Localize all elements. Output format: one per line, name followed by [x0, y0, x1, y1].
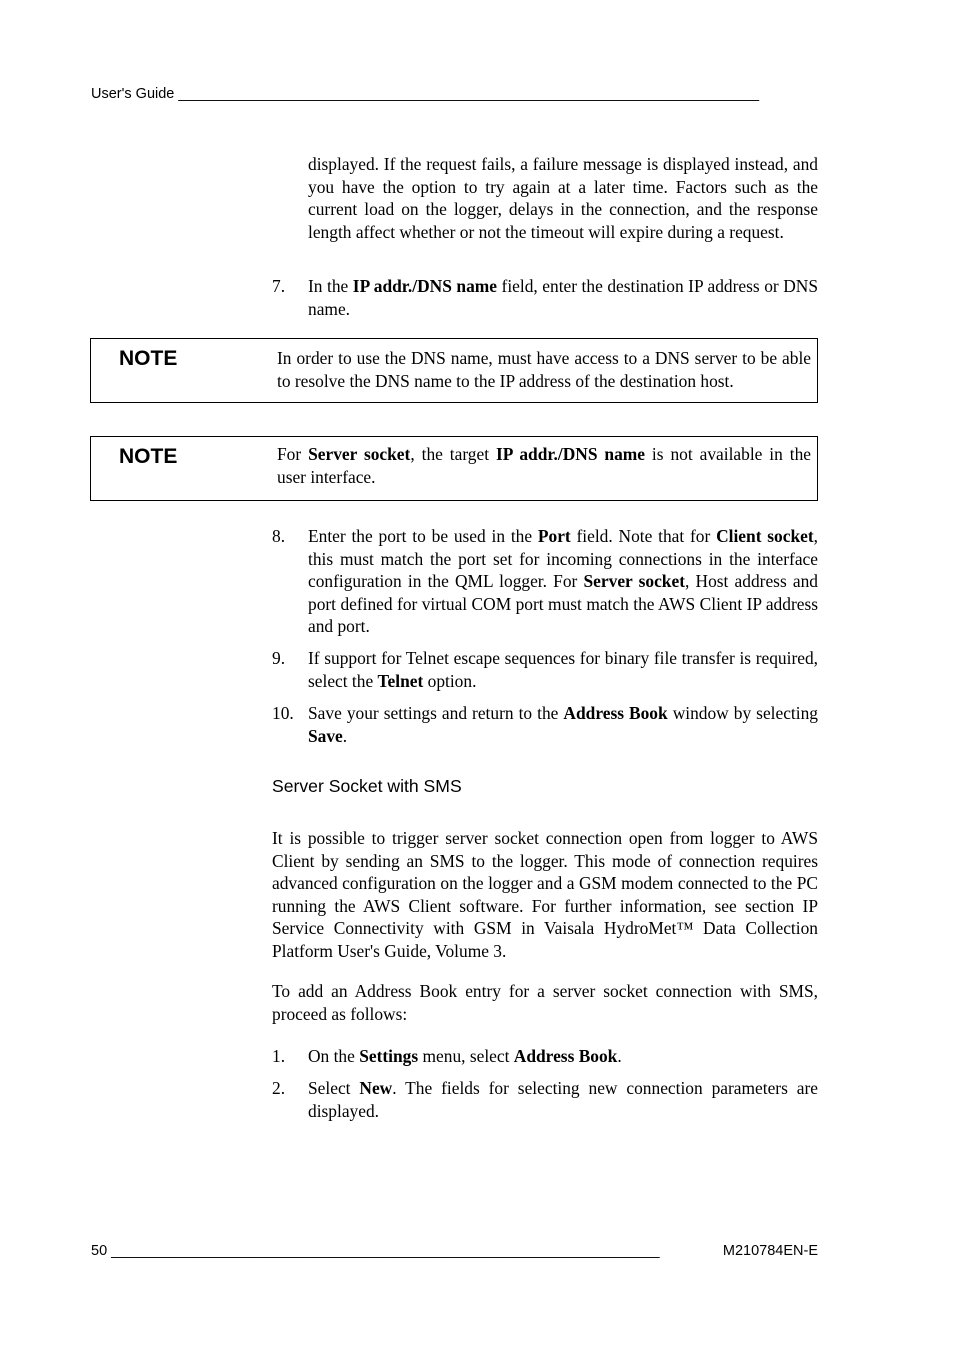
page-number: 50 — [91, 1243, 108, 1259]
header-title: User's Guide — [91, 86, 175, 102]
header-rule: ________________________________________________________________________ — [178, 86, 760, 102]
note-box-server-socket — [90, 436, 818, 501]
footer-rule: ____________________________________________________________________ — [111, 1243, 660, 1259]
section-heading: Server Socket with SMS — [272, 776, 462, 796]
step-number: 9. — [272, 648, 286, 668]
step-number: 1. — [272, 1046, 286, 1066]
step-number: 2. — [272, 1078, 286, 1098]
step-text: Enter the port to be used in the Port field. Note that for Client socket, this must match the port set for incoming connections in the interface configuration in the QML logger. For Server socket, Host address and port defined for virtual COM port must match the AWS Client IP address and port. — [308, 526, 819, 637]
footer-left — [91, 1243, 711, 1259]
note-box-dns — [90, 338, 818, 403]
document-code: M210784EN-E — [722, 1243, 818, 1259]
sms-intro-paragraph: It is possible to trigger server socket connection open from logger to AWS Client by sending an SMS to the logger. This mode of connection requires advanced configuration on the logger and a GSM modem connected to the PC running the AWS Client software. For further information, see section IP Service Connectivity with GSM in Vaisala HydroMet™ Data Collection Platform User's Guide, Volume 3. — [272, 828, 818, 961]
step-text: Save your settings and return to the Address Book window by selecting Save. — [308, 703, 818, 746]
step-text: Select New. The fields for selecting new connection parameters are displayed. — [308, 1078, 818, 1121]
continuation-paragraph: displayed. If the request fails, a failure message is displayed instead, and you have the option to try again at a later time. Factors such as the current load on the logger, delays in the connection, and the response length affect whether or not the timeout will expire during a request. — [308, 154, 818, 242]
note-label: NOTE — [119, 347, 178, 370]
note-text: For Server socket, the target IP addr./DNS name is not available in the user interface. — [277, 444, 812, 487]
step-number: 7. — [272, 276, 286, 296]
step-number: 10. — [272, 703, 294, 723]
step-text: In the IP addr./DNS name field, enter the destination IP address or DNS name. — [308, 276, 819, 319]
running-header — [91, 86, 811, 102]
step-text: On the Settings menu, select Address Book. — [308, 1046, 622, 1066]
note-text: In order to use the DNS name, must have access to a DNS server to be able to resolve the DNS name to the IP address of the destination host. — [277, 348, 811, 391]
step-text: If support for Telnet escape sequences for binary file transfer is required, select the Telnet option. — [308, 648, 818, 691]
step-number: 8. — [272, 526, 286, 546]
note-label: NOTE — [119, 445, 178, 468]
sms-procedure-intro: To add an Address Book entry for a server socket connection with SMS, proceed as follows: — [272, 981, 818, 1024]
